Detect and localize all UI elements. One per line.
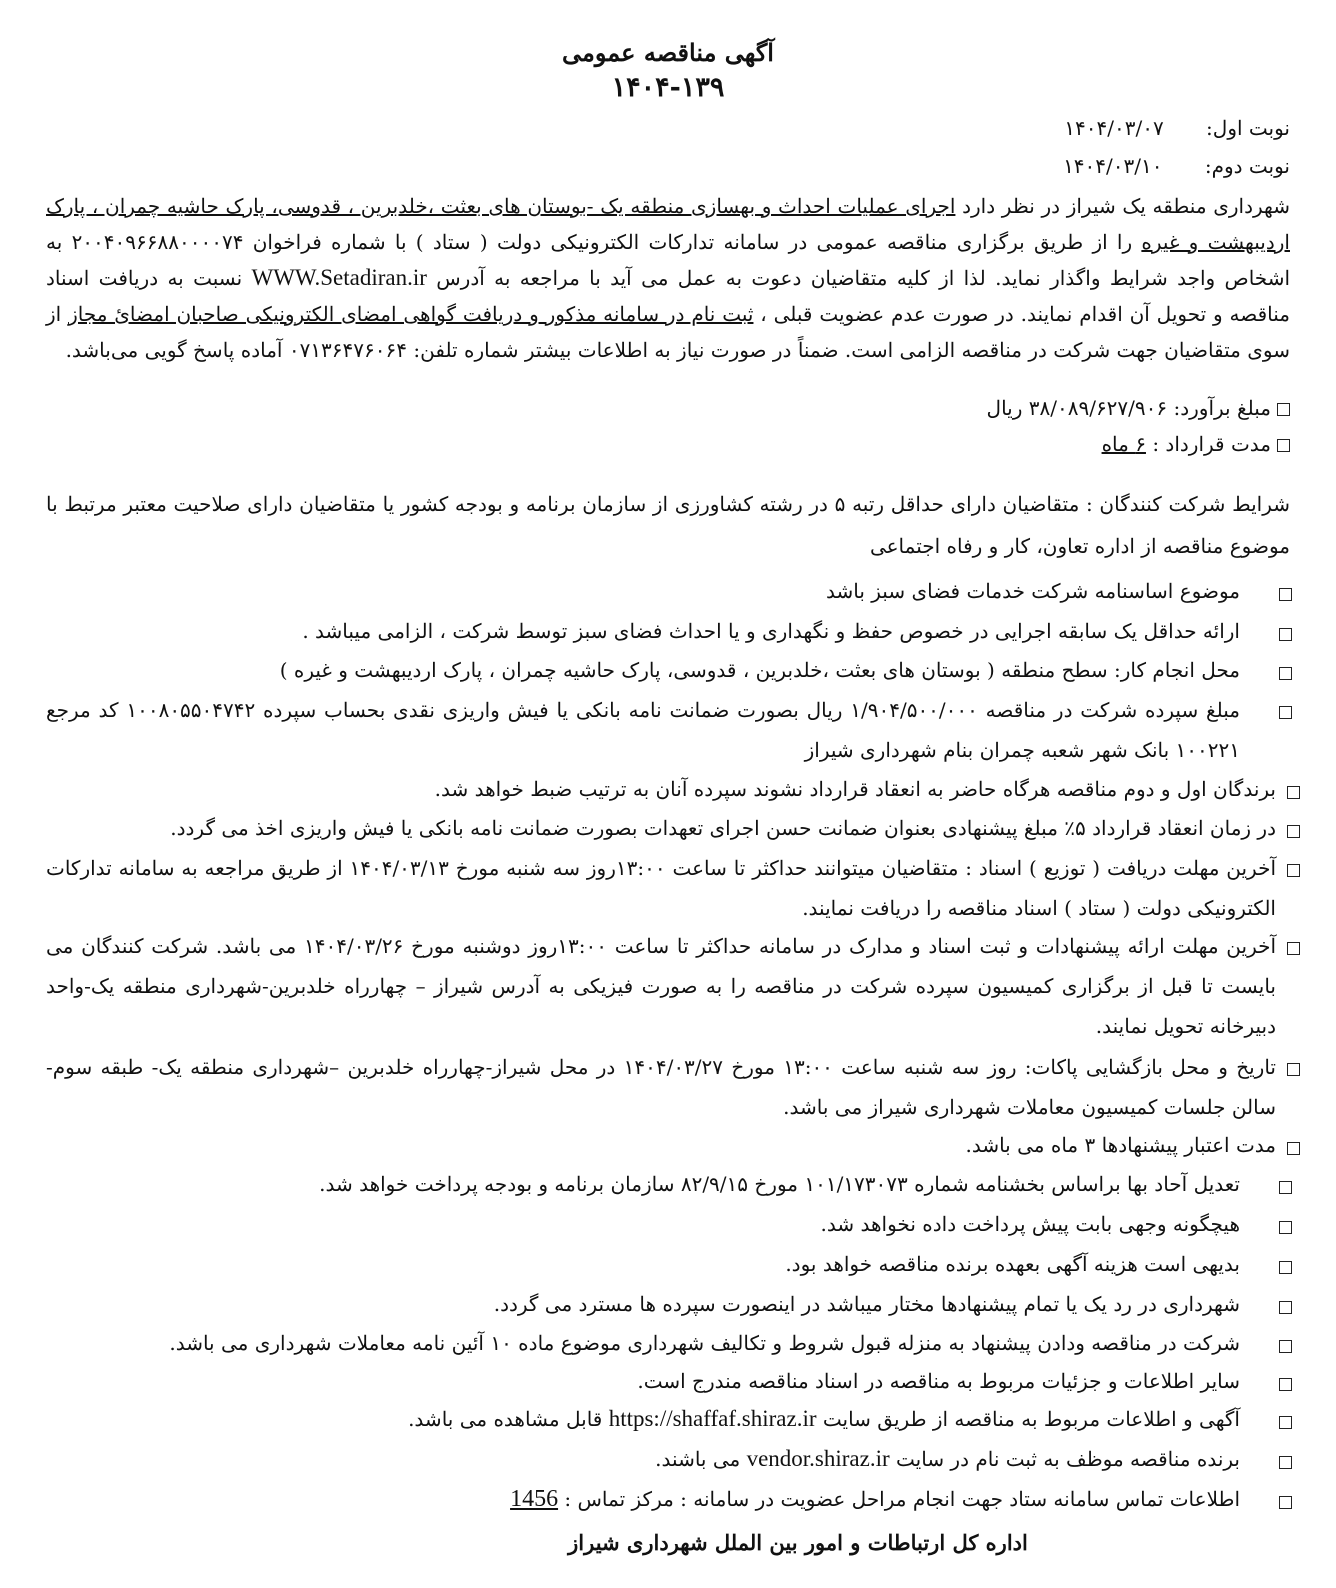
terms-list-item: تعدیل آحاد بها براساس بخشنامه شماره ۱۰۱/۱۷۳۰۷۳ مورخ ۸۲/۹/۱۵ سازمان برنامه و بودجه پرداخت خواهد شد.	[319, 1172, 1240, 1196]
setadiran-link[interactable]: WWW.Setadiran.ir	[251, 265, 427, 290]
checkbox-icon	[1279, 1340, 1292, 1353]
project-title: اجرای عملیات احداث و بهسازی منطقه یک -بوستان های بعثت ،خلدبرین ، قدوسی، پارک حاشیه چمران ، پارک اردیبهشت و غیره	[46, 194, 1290, 254]
estimate-line	[46, 392, 1290, 424]
contact-item	[46, 1480, 1240, 1518]
checkbox-icon	[1277, 439, 1290, 452]
checkbox-icon	[1287, 1063, 1300, 1076]
intro-text-3: نسبت به دریافت اسناد مناقصه و تحویل آن اقدام نمایند. در صورت عدم عضویت قبلی ،	[46, 266, 1291, 326]
website-text-after: قابل مشاهده می باشد.	[408, 1407, 609, 1431]
terms-list-item: مبلغ سپرده شرکت در مناقصه ۱/۹۰۴/۵۰۰/۰۰۰ ریال بصورت ضمانت نامه بانکی یا فیش واریزی نقدی بحساب سپرده ۱۰۰۸۰۵۵۰۴۷۴۲ کد مرجع ۱۰۰۲۲۱ بانک شهر شعبه چمران بنام شهرداری شیراز	[46, 698, 1241, 762]
first-publication-label: نوبت اول:	[1206, 116, 1290, 140]
terms-list-item: آخرین مهلت ارائه پیشنهادات و ثبت اسناد و مدارک در سامانه حداکثر تا ساعت ۱۳:۰۰روز دوشنبه مورخ ۱۴۰۴/۰۳/۲۶ می باشد. شرکت کنندگان می بایست تا قبل از برگزاری کمیسیون سپرده شرکت در مناقصه را به صورت فیزیکی به آدرس شیراز – چهارراه خلدبرین-شهرداری منطقه یک-واحد دبیرخانه تحویل نمایند.	[46, 934, 1277, 1038]
notice-number: ۱۴۰۴-۱۳۹	[611, 72, 725, 103]
checkbox-icon	[1279, 628, 1292, 641]
intro-text-2: را از طریق برگزاری مناقصه عمومی در سامانه تدارکات الکترونیکی دولت ( ستاد ) با شماره فراخوان ۲۰۰۴۰۹۶۶۸۸۰۰۰۰۷۴ به اشخاص واجد شرایط واگذار نماید. لذا از کلیه متقاضیان دعوت به عمل می آید با مراجعه به آدرس	[46, 230, 1291, 290]
participant-conditions: شرایط شرکت کنندگان : متقاضیان دارای حداقل رتبه ۵ در رشته کشاورزی از سازمان برنامه و بودجه کشور یا متقاضیان دارای صلاحیت معتبر مرتبط با موضوع مناقصه از اداره تعاون، کار و رفاه اجتماعی	[46, 492, 1290, 558]
vendor-text-after: می باشند.	[655, 1447, 747, 1471]
website-item	[46, 1400, 1240, 1438]
terms-list-item: تاریخ و محل بازگشایی پاکات: روز سه شنبه ساعت ۱۳:۰۰ مورخ ۱۴۰۴/۰۳/۲۷ در محل شیراز-چهارراه خلدبرین –شهرداری منطقه یک- طبقه سوم- سالن جلسات کمیسیون معاملات شهرداری شیراز می باشد.	[46, 1055, 1276, 1119]
checkbox-icon	[1279, 588, 1292, 601]
checkbox-icon	[1287, 1142, 1300, 1155]
duration-line	[46, 428, 1290, 460]
checkbox-icon	[1279, 1261, 1292, 1274]
issuer-signature: اداره کل ارتباطات و امور بین الملل شهرداری شیراز	[568, 1530, 1028, 1555]
intro-text-1: شهرداری منطقه یک شیراز در نظر دارد	[955, 194, 1290, 218]
estimate-value: ۳۸/۰۸۹/۶۲۷/۹۰۶ ریال	[986, 396, 1168, 420]
first-publication	[46, 112, 1290, 144]
terms-list-item: برندگان اول و دوم مناقصه هرگاه حاضر به انعقاد قرارداد نشوند سپرده آنان به ترتیب ضبط خواهد شد.	[434, 777, 1276, 801]
registration-requirement: ثبت نام در سامانه مذکور و دریافت گواهی امضای الکترونیکی صاحبان امضائ مجاز	[68, 302, 754, 326]
intro-paragraph	[46, 188, 1290, 368]
second-publication-date: ۱۴۰۴/۰۳/۱۰	[1063, 154, 1163, 178]
website-text-before: آگهی و اطلاعات مربوط به مناقصه از طریق سایت	[816, 1407, 1240, 1431]
vendor-item	[46, 1440, 1240, 1478]
terms-list-item: آخرین مهلت دریافت ( توزیع ) اسناد : متقاضیان میتوانند حداکثر تا ساعت ۱۳:۰۰روز سه شنبه مورخ ۱۴۰۴/۰۳/۱۳ از طریق مراجعه به سامانه تدارکات الکترونیکی دولت ( ستاد ) اسناد مناقصه را دریافت نمایند.	[46, 856, 1276, 920]
terms-list-item: در زمان انعقاد قرارداد ۵٪ مبلغ پیشنهادی بعنوان ضمانت حسن اجرای تعهدات بصورت ضمانت نامه بانکی یا فیش واریزی اخذ می گردد.	[170, 816, 1276, 840]
checkbox-icon	[1279, 1221, 1292, 1234]
checkbox-icon	[1279, 1181, 1292, 1194]
notice-title: آگهی مناقصه عمومی	[562, 38, 774, 67]
terms-list-item: بدیهی است هزینه آگهی بعهده برنده مناقصه خواهد بود.	[785, 1252, 1240, 1276]
checkbox-icon	[1279, 1456, 1292, 1469]
checkbox-icon	[1287, 825, 1300, 838]
terms-list-item: موضوع اساسنامه شرکت خدمات فضای سبز باشد	[825, 579, 1240, 603]
duration-value: ۶ ماه	[1101, 432, 1146, 456]
terms-list-item: محل انجام کار: سطح منطقه ( بوستان های بعثت ،خلدبرین ، قدوسی، پارک حاشیه چمران ، پارک اردیبهشت و غیره )	[279, 658, 1240, 682]
second-publication	[46, 150, 1290, 182]
checkbox-icon	[1279, 706, 1292, 719]
checkbox-icon	[1287, 786, 1300, 799]
vendor-text-before: برنده مناقصه موظف به ثبت نام در سایت	[889, 1447, 1240, 1471]
estimate-label: مبلغ برآورد:	[1167, 396, 1271, 420]
checkbox-icon	[1279, 1301, 1292, 1314]
second-publication-label: نوبت دوم:	[1204, 154, 1290, 178]
intro-text-4: از سوی متقاضیان جهت شرکت در مناقصه الزامی است. ضمناً در صورت نیاز به اطلاعات بیشتر شماره تلفن: ۰۷۱۳۶۴۷۶۰۶۴ آماده پاسخ گویی می‌باشد.	[46, 302, 1290, 362]
contact-text: اطلاعات تماس سامانه ستاد جهت انجام مراحل عضویت در سامانه : مرکز تماس :	[558, 1487, 1240, 1511]
checkbox-icon	[1279, 1416, 1292, 1429]
checkbox-icon	[1277, 403, 1290, 416]
checkbox-icon	[1279, 667, 1292, 680]
terms-list-item: ارائه حداقل یک سابقه اجرایی در خصوص حفظ و نگهداری و یا احداث فضای سبز توسط شرکت ، الزامی میباشد .	[302, 619, 1240, 643]
terms-list-item: شهرداری در رد یک یا تمام پیشنهادها مختار میباشد در اینصورت سپرده ها مسترد می گردد.	[493, 1292, 1240, 1316]
terms-list-item: هیچگونه وجهی بابت پیش پرداخت داده نخواهد شد.	[820, 1212, 1240, 1236]
terms-list-item: شرکت در مناقصه ودادن پیشنهاد به منزله قبول شروط و تکالیف شهرداری موضوع ماده ۱۰ آئین نامه معاملات شهرداری می باشد.	[169, 1331, 1240, 1355]
checkbox-icon	[1287, 942, 1300, 955]
checkbox-icon	[1287, 864, 1300, 877]
shaffaf-link[interactable]: https://shaffaf.shiraz.ir	[608, 1406, 817, 1431]
checkbox-icon	[1279, 1378, 1292, 1391]
first-publication-date: ۱۴۰۴/۰۳/۰۷	[1064, 116, 1164, 140]
duration-label: مدت قرارداد :	[1145, 432, 1271, 456]
vendor-link[interactable]: vendor.shiraz.ir	[746, 1446, 890, 1471]
checkbox-icon	[1279, 1496, 1292, 1509]
contact-number: 1456	[510, 1486, 559, 1512]
terms-list-item: مدت اعتبار پیشنهادها ۳ ماه می باشد.	[965, 1133, 1276, 1157]
terms-list-item: سایر اطلاعات و جزئیات مربوط به مناقصه در اسناد مناقصه مندرج است.	[637, 1369, 1240, 1393]
